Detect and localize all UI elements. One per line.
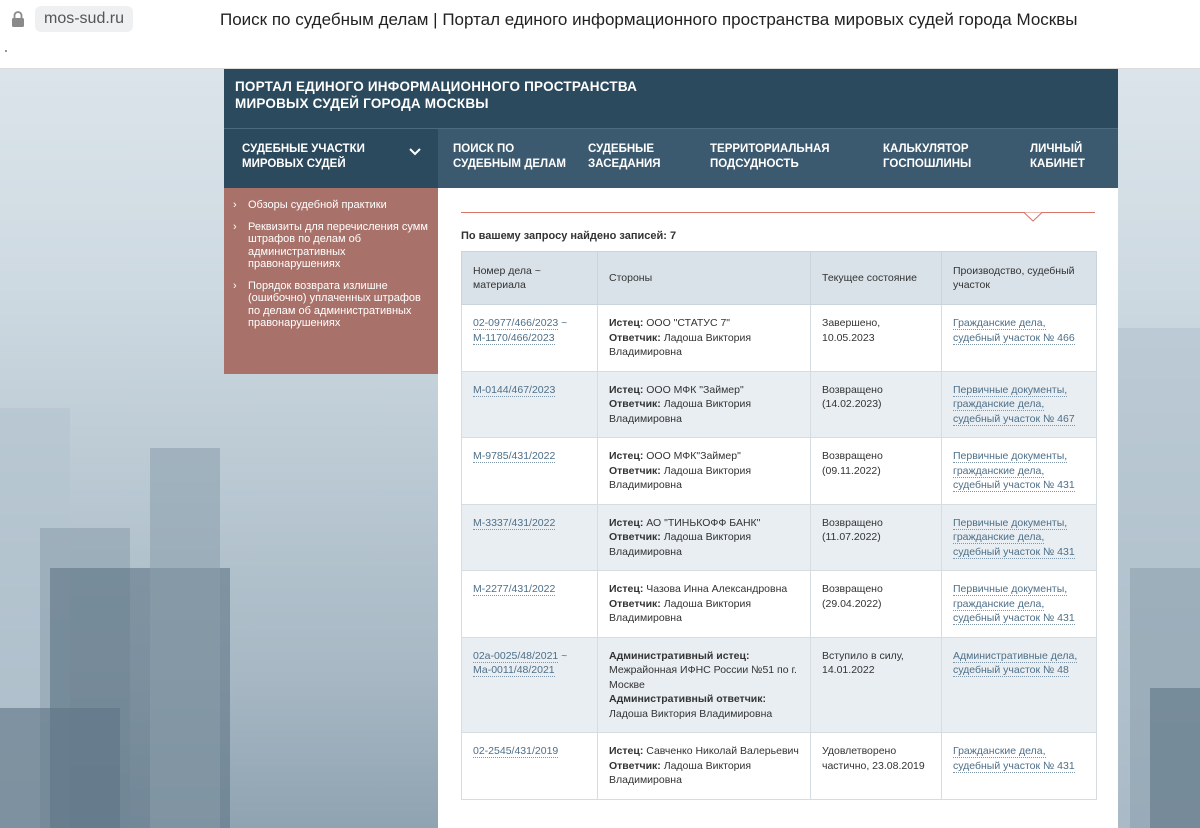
parties-cell [598,637,811,733]
plaintiff-label: Административный истец: [609,649,750,662]
case-number-link[interactable]: М-2277/431/2022 [473,583,556,595]
defendant-name: Ладоша Виктория Владимировна [609,531,752,558]
sidebar-item-fine-refund[interactable] [224,280,438,330]
table-row [462,504,1097,571]
plaintiff-name: ООО МФК"Займер" [643,450,741,462]
court-link[interactable]: Административные дела, судебный участок № 48 [953,649,1078,676]
case-number-link[interactable]: 02а-0025/48/2021 [473,649,559,662]
table-row [462,305,1097,372]
parties-cell [598,438,811,505]
court-link[interactable]: Первичные документы, гражданские дела, судебный участок № 431 [953,450,1075,491]
column-header-court: Производство, судебный участок [942,252,1097,305]
court-cell [942,504,1097,571]
parties-cell [598,571,811,638]
case-number-cell [462,571,598,638]
court-cell [942,571,1097,638]
plaintiff-label: Истец: [609,583,644,595]
defendant-label: Ответчик: [609,759,661,772]
page-title: Поиск по судебным делам | Портал единого информационного пространства мировых судей города Москвы [220,10,1078,29]
defendant-name: Ладоша Виктория Владимировна [609,331,752,358]
plaintiff-label: Истец: [609,317,644,329]
sidebar [224,188,438,374]
plaintiff-name: Савченко Николай Валерьевич [643,745,799,757]
case-number-cell [462,305,598,372]
case-number-cell [462,733,598,800]
site-header [224,69,1118,129]
case-separator: ~ [558,317,568,329]
case-number-cell [462,371,598,438]
sidebar-item-label: Порядок возврата излишне (ошибочно) уплаченных штрафов по делам об административных правонарушениях [248,279,421,329]
court-link[interactable]: Гражданские дела, судебный участок № 431 [953,745,1075,772]
status-cell: Возвращено (14.02.2023) [811,371,942,438]
nav-item-court-sessions[interactable]: СУДЕБНЫЕ ЗАСЕДАНИЯ [588,143,661,170]
court-link[interactable]: Первичные документы, гражданские дела, судебный участок № 467 [953,383,1075,425]
defendant-name: Ладоша Виктория Владимировна [609,597,752,624]
defendant-label: Ответчик: [609,398,661,410]
table-row [462,733,1097,800]
chevron-right-icon: › [233,199,237,211]
chevron-down-icon[interactable] [409,148,421,156]
parties-cell [598,733,811,800]
result-count: По вашему запросу найдено записей: 7 [461,230,677,242]
case-number-link[interactable]: М-9785/431/2022 [473,450,556,462]
column-header-status: Текущее состояние [811,252,942,305]
site-title-line1: ПОРТАЛ ЕДИНОГО ИНФОРМАЦИОННОГО ПРОСТРАНСТВА [235,79,638,94]
court-cell [942,637,1097,733]
court-link[interactable]: Гражданские дела, судебный участок № 466 [953,317,1075,344]
plaintiff-label: Истец: [609,745,644,757]
parties-cell [598,371,811,438]
nav-item-personal-account[interactable]: ЛИЧНЫЙ КАБИНЕТ [1030,143,1085,170]
case-number-link[interactable]: М-3337/431/2022 [473,516,556,529]
nav-item-label: СУДЕБНЫЕ УЧАСТКИ МИРОВЫХ СУДЕЙ [242,143,365,170]
status-cell: Возвращено (09.11.2022) [811,438,942,505]
main-content [438,188,1118,828]
main-nav [224,129,1118,188]
divider-notch-icon [1024,212,1042,222]
case-separator: ~ [558,649,568,662]
defendant-label: Ответчик: [609,531,661,543]
nav-item-case-search[interactable]: ПОИСК ПО СУДЕБНЫМ ДЕЛАМ [453,143,567,170]
sidebar-item-label: Обзоры судебной практики [248,199,387,211]
chevron-right-icon: › [233,220,237,233]
defendant-label: Ответчик: [609,597,661,610]
case-number-link[interactable]: М-0144/467/2023 [473,383,556,396]
plaintiff-label: Истец: [609,516,644,529]
table-row [462,571,1097,638]
case-number-cell [462,504,598,571]
nav-item-fee-calculator[interactable]: КАЛЬКУЛЯТОР ГОСПОШЛИНЫ [883,143,972,170]
court-link[interactable]: Первичные документы, гражданские дела, судебный участок № 431 [953,516,1075,558]
status-cell: Вступило в силу, 14.01.2022 [811,637,942,733]
status-cell: Удовлетворено частично, 23.08.2019 [811,733,942,800]
court-cell [942,371,1097,438]
results-table [461,251,1097,800]
defendant-name: Ладоша Виктория Владимировна [609,707,773,720]
portal [224,69,1118,828]
case-number-link[interactable]: 02-2545/431/2019 [473,745,559,757]
browser-bar [0,0,1200,69]
defendant-label: Ответчик: [609,331,661,344]
column-header-parties: Стороны [598,252,811,305]
parties-cell [598,305,811,372]
plaintiff-label: Истец: [609,450,644,462]
court-cell [942,733,1097,800]
column-header-case-number: Номер дела ~ материала [462,252,598,305]
nav-item-court-districts[interactable] [224,129,438,188]
decor-dot [5,50,7,52]
case-number-cell [462,438,598,505]
defendant-name: Ладоша Виктория Владимировна [609,398,752,425]
sidebar-item-fine-requisites[interactable] [224,221,438,271]
status-cell: Завершено, 10.05.2023 [811,305,942,372]
plaintiff-name: Чазова Инна Александровна [643,583,788,595]
sidebar-item-label: Реквизиты для перечисления сумм штрафов по делам об административных правонарушениях [248,220,428,270]
defendant-name: Ладоша Виктория Владимировна [609,464,752,491]
defendant-label: Ответчик: [609,464,661,477]
case-number-cell [462,637,598,733]
lock-icon [11,10,25,28]
court-cell [942,438,1097,505]
plaintiff-name: ООО "СТАТУС 7" [643,317,731,329]
plaintiff-name: ООО МФК "Займер" [643,383,744,396]
court-cell [942,305,1097,372]
plaintiff-label: Истец: [609,383,644,396]
material-number-link[interactable]: М-1170/466/2023 [473,331,555,344]
case-number-link[interactable]: 02-0977/466/2023 [473,317,559,329]
nav-item-jurisdiction[interactable]: ТЕРРИТОРИАЛЬНАЯ ПОДСУДНОСТЬ [710,143,830,170]
plaintiff-name: Межрайонная ИФНС России №51 по г. Москве [609,664,797,691]
table-header-row [462,252,1097,305]
site-title-line2: МИРОВЫХ СУДЕЙ ГОРОДА МОСКВЫ [235,96,489,111]
site-logo-title[interactable] [235,78,735,112]
sidebar-item-practice-reviews[interactable] [224,199,438,212]
url-bar[interactable]: mos-sud.ru [35,6,133,32]
table-row [462,438,1097,505]
table-row [462,371,1097,438]
table-row [462,637,1097,733]
defendant-label: Административный ответчик: [609,693,766,705]
plaintiff-name: АО "ТИНЬКОФФ БАНК" [643,516,761,529]
defendant-name: Ладоша Виктория Владимировна [609,759,752,786]
chevron-right-icon: › [233,279,237,292]
divider-line [461,212,1095,213]
court-link[interactable]: Первичные документы, гражданские дела, судебный участок № 431 [953,583,1075,624]
parties-cell [598,504,811,571]
status-cell: Возвращено (11.07.2022) [811,504,942,571]
material-number-link[interactable]: Ма-0011/48/2021 [473,664,555,676]
status-cell: Возвращено (29.04.2022) [811,571,942,638]
